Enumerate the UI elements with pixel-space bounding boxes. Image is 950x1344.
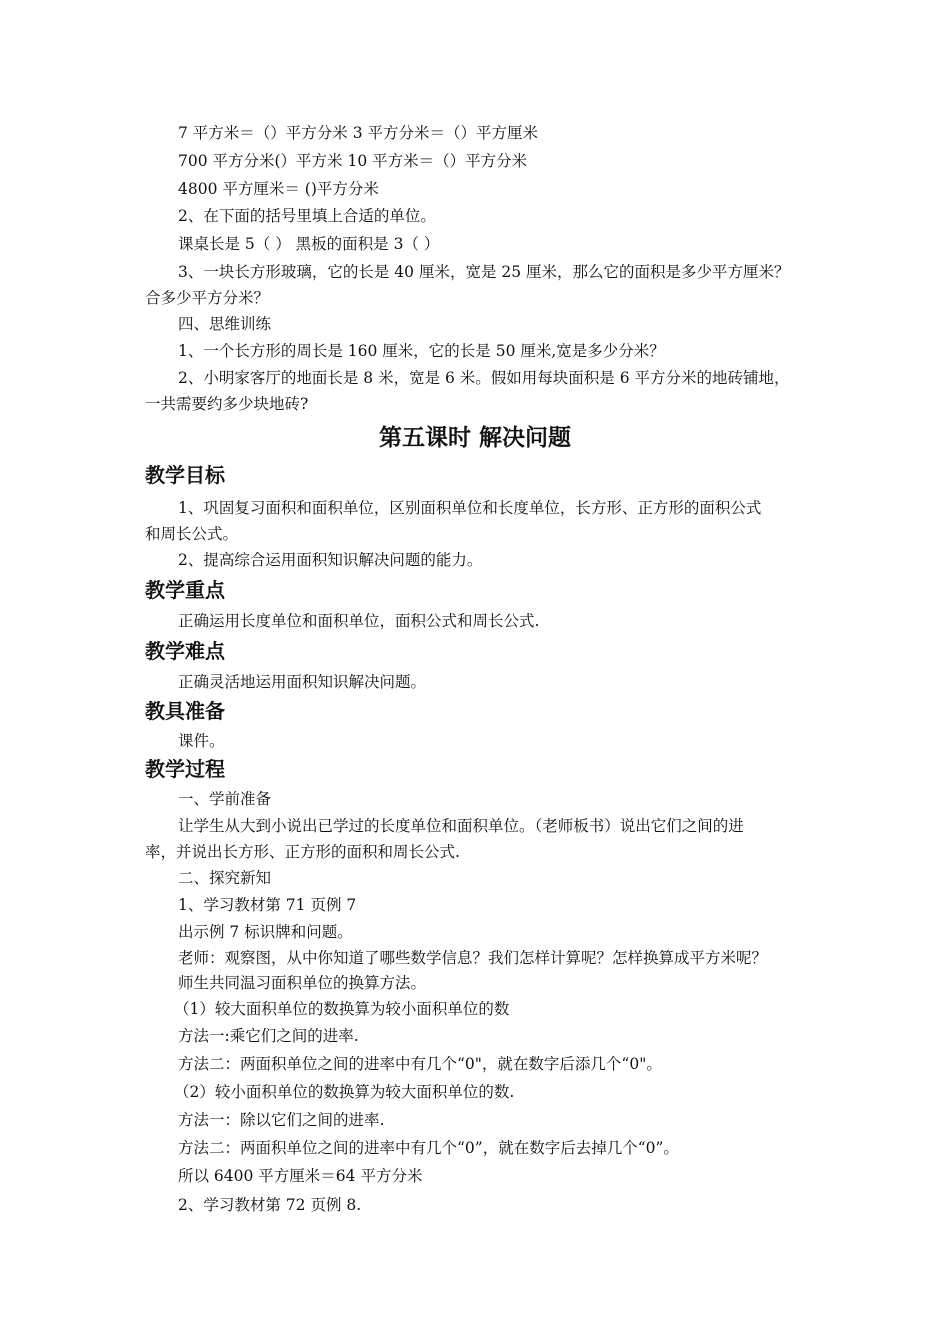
process-line: 方法二：两面积单位之间的进率中有几个“0"，就在数字后添几个“0"。 bbox=[178, 1055, 662, 1073]
process-line: （2）较小面积单位的数换算为较大面积单位的数. bbox=[174, 1083, 515, 1101]
process-line: 所以 6400 平方厘米＝64 平方分米 bbox=[178, 1167, 423, 1185]
goal-line: 1、巩固复习面积和面积单位，区别面积单位和长度单位，长方形、正方形的面积公式 bbox=[178, 499, 762, 517]
goal-line: 和周长公式。 bbox=[145, 525, 239, 543]
difficulty-line: 正确灵活地运用面积知识解决问题。 bbox=[178, 673, 427, 691]
heading-key-points: 教学重点 bbox=[145, 578, 225, 602]
goal-line: 2、提高综合运用面积知识解决问题的能力。 bbox=[178, 551, 483, 569]
heading-difficulties: 教学难点 bbox=[145, 639, 225, 663]
exercise-line: 一共需要约多少块地砖? bbox=[145, 395, 309, 413]
exercise-line: 7 平方米＝（）平方分米 3 平方分米＝（）平方厘米 bbox=[178, 124, 539, 142]
process-line: 二、探究新知 bbox=[178, 869, 272, 887]
process-line: （1）较大面积单位的数换算为较小面积单位的数 bbox=[174, 1000, 510, 1018]
heading-materials: 教具准备 bbox=[145, 699, 225, 723]
exercise-line: 3、一块长方形玻璃，它的长是 40 厘米，宽是 25 厘米，那么它的面积是多少平方厘米？ bbox=[178, 263, 790, 281]
process-line: 率，并说出长方形、正方形的面积和周长公式. bbox=[145, 843, 460, 861]
exercise-line: 2、在下面的括号里填上合适的单位。 bbox=[178, 207, 436, 225]
process-line: 2、学习教材第 72 页例 8. bbox=[178, 1196, 362, 1214]
exercise-line: 课桌长是 5（ ） 黑板的面积是 3（ ） bbox=[178, 235, 440, 253]
process-line: 让学生从大到小说出已学过的长度单位和面积单位。（老师板书）说出它们之间的进 bbox=[178, 817, 744, 835]
exercise-line: 2、小明家客厅的地面长是 8 米，宽是 6 米。假如用每块面积是 6 平方分米的地砖铺地， bbox=[178, 369, 790, 387]
process-line: 方法一：除以它们之间的进率. bbox=[178, 1111, 385, 1129]
process-line: 师生共同温习面积单位的换算方法。 bbox=[178, 974, 427, 992]
process-line: 一、学前准备 bbox=[178, 790, 272, 808]
process-line: 出示例 7 标识牌和问题。 bbox=[178, 923, 353, 941]
materials-line: 课件。 bbox=[178, 732, 225, 750]
process-line: 老师：观察图，从中你知道了哪些数学信息？我们怎样计算呢？怎样换算成平方米呢？ bbox=[178, 949, 768, 967]
process-line: 方法二：两面积单位之间的进率中有几个“0”，就在数字后去掉几个“0”。 bbox=[178, 1139, 679, 1157]
exercise-line: 4800 平方厘米＝ ()平方分米 bbox=[178, 180, 379, 198]
exercise-line: 700 平方分米(）平方米 10 平方米＝（）平方分米 bbox=[178, 152, 528, 170]
key-point-line: 正确运用长度单位和面积单位，面积公式和周长公式. bbox=[178, 612, 540, 630]
exercise-line: 合多少平方分米？ bbox=[145, 289, 270, 307]
heading-goals: 教学目标 bbox=[145, 463, 225, 487]
process-line: 1、学习教材第 71 页例 7 bbox=[178, 896, 357, 914]
exercise-line: 1、一个长方形的周长是 160 厘米，它的长是 50 厘米,宽是多少分米？ bbox=[178, 342, 665, 360]
heading-process: 教学过程 bbox=[145, 757, 225, 781]
section-label: 四、思维训练 bbox=[178, 315, 272, 333]
lesson-title: 第五课时 解决问题 bbox=[378, 425, 571, 451]
process-line: 方法一:乘它们之间的进率. bbox=[178, 1027, 359, 1045]
